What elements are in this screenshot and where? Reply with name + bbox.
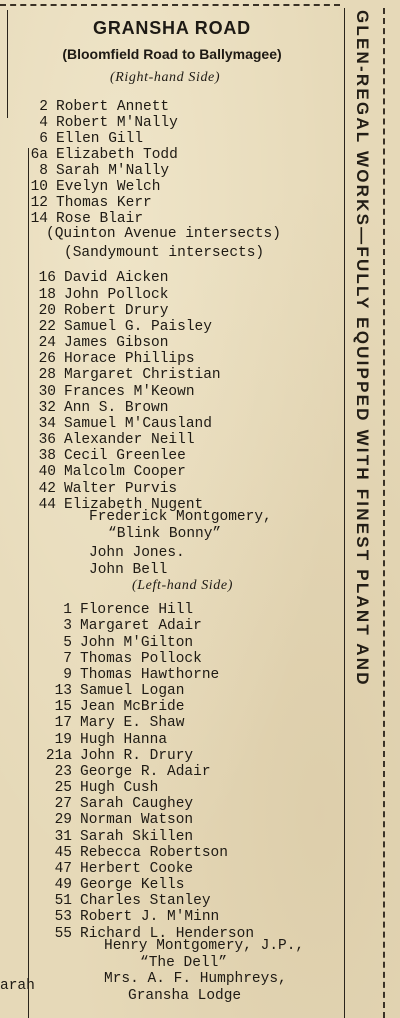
house-number: 6 [39, 131, 48, 147]
house-number: 17 [54, 715, 72, 731]
resident-name: Margaret Christian [64, 367, 221, 383]
house-number: 29 [54, 812, 72, 828]
house-number: 21a [45, 748, 72, 764]
resident-name: Samuel M'Causland [64, 416, 212, 432]
house-number: 13 [54, 683, 72, 699]
resident-name: Alexander Neill [64, 432, 195, 448]
house-number: 20 [38, 303, 56, 319]
resident-name: John M'Gilton [80, 635, 194, 651]
resident-name: Robert Annett [56, 99, 170, 115]
house-number: 1 [63, 602, 72, 618]
house-number: 19 [54, 732, 72, 748]
resident-name: John Pollock [64, 287, 169, 303]
resident-name: Thomas Hawthorne [80, 667, 220, 683]
house-number: 8 [39, 163, 48, 179]
street-subtitle: (Bloomfield Road to Ballymagee) [62, 46, 282, 62]
house-number: 47 [54, 861, 72, 877]
house-number: 23 [54, 764, 72, 780]
house-number: 24 [38, 335, 56, 351]
resident-name: Samuel Logan [80, 683, 185, 699]
resident-name: Walter Purvis [64, 481, 178, 497]
house-number: 3 [63, 618, 72, 634]
house-number: 28 [38, 367, 56, 383]
resident-name: Malcolm Cooper [64, 464, 186, 480]
resident-name: Evelyn Welch [56, 179, 161, 195]
resident-name: Ann S. Brown [64, 400, 169, 416]
resident-name: Hugh Cush [80, 780, 159, 796]
resident-name: Robert J. M'Minn [80, 909, 220, 925]
resident-name: Elizabeth Todd [56, 147, 178, 163]
resident-name: Ellen Gill [56, 131, 144, 147]
top-dashed-rule [0, 4, 340, 6]
intersection-note: (Sandymount intersects) [64, 245, 265, 261]
house-number: 38 [38, 448, 56, 464]
resident-name: Rose Blair [56, 211, 144, 227]
house-number: 10 [30, 179, 48, 195]
resident-name: Cecil Greenlee [64, 448, 186, 464]
right-hand-side-heading: (Right-hand Side) [110, 70, 221, 85]
resident-name: Charles Stanley [80, 893, 211, 909]
resident-name: Horace Phillips [64, 351, 195, 367]
house-name: “Blink Bonny” [108, 526, 222, 542]
house-number: 51 [54, 893, 72, 909]
house-name: Gransha Lodge [128, 988, 242, 1004]
resident-name: George R. Adair [80, 764, 211, 780]
house-number: 4 [39, 115, 48, 131]
house-number: 5 [63, 635, 72, 651]
house-number: 40 [38, 464, 56, 480]
house-number: 16 [38, 270, 56, 286]
house-number: 14 [30, 211, 48, 227]
house-number: 9 [63, 667, 72, 683]
house-number: 2 [39, 99, 48, 115]
street-title: GRANSHA ROAD [93, 18, 251, 38]
additional-resident: John Bell [89, 562, 168, 578]
additional-resident: Frederick Montgomery, [89, 509, 272, 525]
house-number: 22 [38, 319, 56, 335]
house-number: 44 [38, 497, 56, 513]
resident-name: Robert M'Nally [56, 115, 178, 131]
resident-name: David Aicken [64, 270, 169, 286]
resident-name: Mary E. Shaw [80, 715, 185, 731]
house-number: 31 [54, 829, 72, 845]
house-number: 45 [54, 845, 72, 861]
house-number: 25 [54, 780, 72, 796]
resident-name: Herbert Cooke [80, 861, 194, 877]
additional-resident: John Jones. [89, 545, 185, 561]
side-advert-banner: GLEN-REGAL WORKS—FULLY EQUIPPED WITH FINEST PLANT AND [353, 10, 372, 687]
additional-resident: Henry Montgomery, J.P., [104, 938, 305, 954]
house-number: 27 [54, 796, 72, 812]
resident-name: Margaret Adair [80, 618, 202, 634]
resident-name: John R. Drury [80, 748, 194, 764]
resident-name: Sarah M'Nally [56, 163, 170, 179]
margin-text-fragment: arah [0, 978, 35, 994]
resident-name: George Kells [80, 877, 185, 893]
resident-name: Norman Watson [80, 812, 194, 828]
house-name: “The Dell” [140, 955, 228, 971]
resident-name: Hugh Hanna [80, 732, 168, 748]
resident-name: Frances M'Keown [64, 384, 195, 400]
resident-name: Sarah Skillen [80, 829, 194, 845]
resident-name: Samuel G. Paisley [64, 319, 212, 335]
house-number: 49 [54, 877, 72, 893]
house-number: 36 [38, 432, 56, 448]
resident-name: Thomas Kerr [56, 195, 152, 211]
house-number: 18 [38, 287, 56, 303]
house-number: 7 [63, 651, 72, 667]
right-column-rule [344, 8, 345, 1018]
additional-resident: Mrs. A. F. Humphreys, [104, 971, 287, 987]
left-hand-side-heading: (Left-hand Side) [132, 578, 233, 593]
resident-name: Robert Drury [64, 303, 169, 319]
intersection-note: (Quinton Avenue intersects) [46, 226, 281, 242]
house-number: 6a [30, 147, 48, 163]
house-number: 34 [38, 416, 56, 432]
resident-name: Rebecca Robertson [80, 845, 228, 861]
resident-name: Florence Hill [80, 602, 194, 618]
resident-name: Richard L. Henderson [80, 926, 255, 942]
resident-name: Sarah Caughey [80, 796, 194, 812]
resident-name: Jean McBride [80, 699, 185, 715]
house-number: 32 [38, 400, 56, 416]
resident-name: James Gibson [64, 335, 169, 351]
house-number: 26 [38, 351, 56, 367]
right-dashed-rule [383, 8, 385, 1018]
house-number: 15 [54, 699, 72, 715]
resident-name: Elizabeth Nugent [64, 497, 204, 513]
house-number: 42 [38, 481, 56, 497]
house-number: 30 [38, 384, 56, 400]
resident-name: Thomas Pollock [80, 651, 202, 667]
house-number: 53 [54, 909, 72, 925]
house-number: 12 [30, 195, 48, 211]
house-number: 55 [54, 926, 72, 942]
